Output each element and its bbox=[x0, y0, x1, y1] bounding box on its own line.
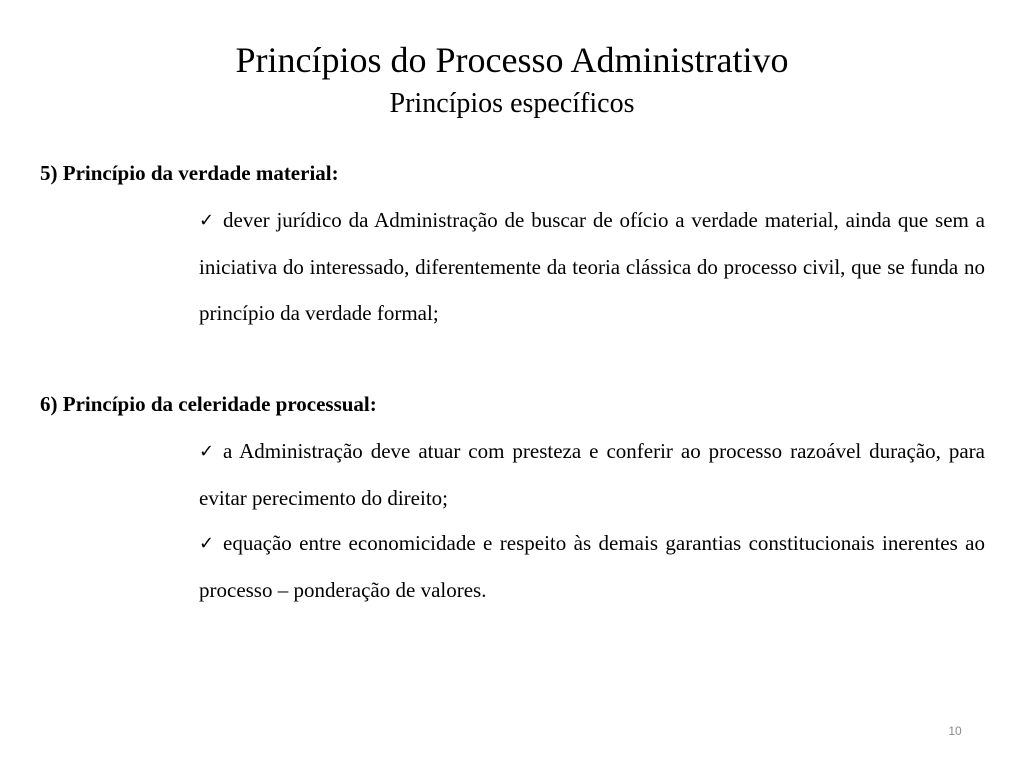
bullet-item bbox=[199, 520, 985, 613]
bullet-text: equação entre economicidade e respeito às demais garantias constitucionais inerentes ao processo – ponderação de valores. bbox=[199, 531, 985, 602]
slide-title: Princípios do Processo Administrativo bbox=[235, 40, 789, 80]
bullet-item bbox=[199, 197, 985, 336]
checkmark-icon: ✓ bbox=[199, 210, 215, 231]
checkmark-icon: ✓ bbox=[199, 533, 215, 554]
section-heading: 5) Princípio da verdade material: bbox=[40, 161, 339, 185]
bullet-text: a Administração deve atuar com presteza e conferir ao processo razoável duração, para evitar perecimento do direito; bbox=[199, 439, 985, 510]
slide-subtitle: Princípios específicos bbox=[389, 88, 635, 119]
section-heading: 6) Princípio da celeridade processual: bbox=[40, 392, 377, 416]
bullet-text: dever jurídico da Administração de buscar de ofício a verdade material, ainda que sem a iniciativa do interessado, diferentemente da teoria clássica do processo civil, que se funda no princípio da verdade formal; bbox=[199, 208, 985, 325]
checkmark-icon: ✓ bbox=[199, 441, 215, 462]
bullet-item bbox=[199, 428, 985, 521]
page-number: 10 bbox=[948, 724, 962, 738]
